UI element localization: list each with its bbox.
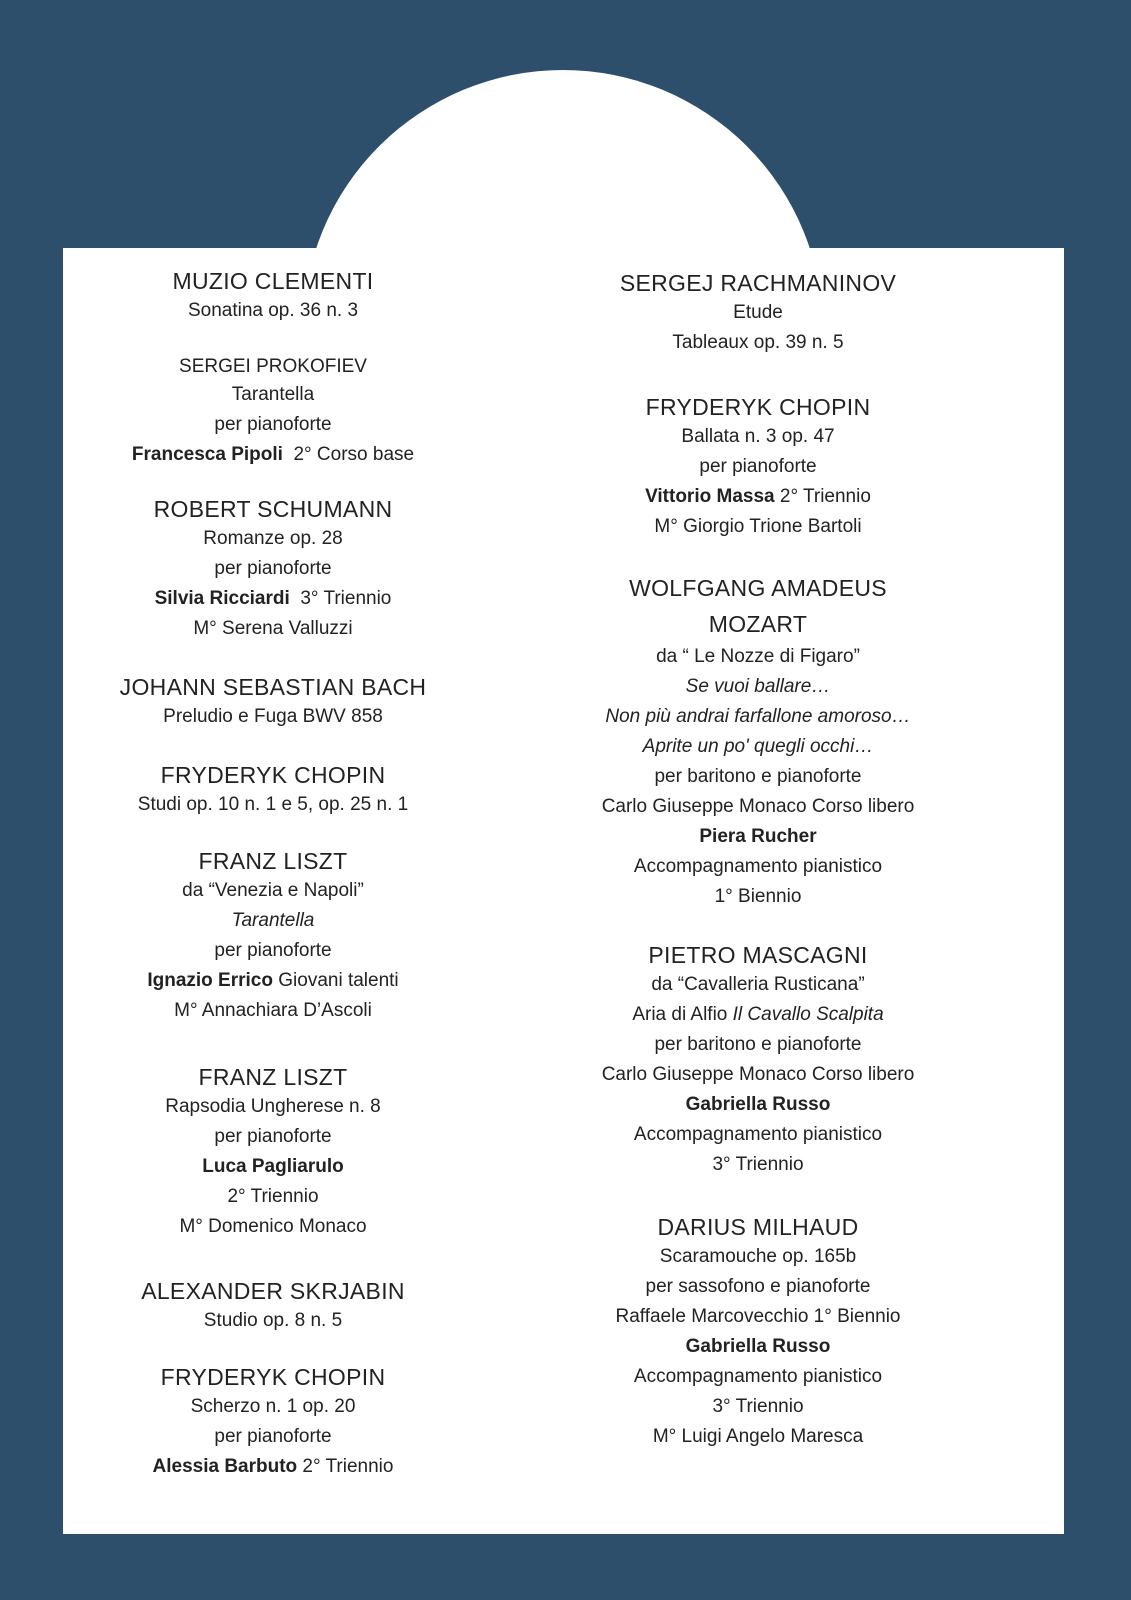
- composer: FRYDERYK CHOPIN: [160, 1364, 386, 1390]
- composer: FRYDERYK CHOPIN: [645, 394, 871, 420]
- piece: [463, 392, 1053, 542]
- instrumentation: per baritono e pianoforte: [654, 766, 862, 787]
- performer-line: [463, 482, 1053, 512]
- soloist: Raffaele Marcovecchio 1° Biennio: [615, 1306, 901, 1327]
- performer-level: 3° Triennio: [712, 1154, 804, 1175]
- aria-prefix: Aria di Alfio: [632, 1004, 733, 1025]
- composer: WOLFGANG AMADEUS: [629, 575, 887, 601]
- performer-role: Accompagnamento pianistico: [633, 856, 883, 877]
- piece: [463, 940, 1053, 1180]
- performer-name: Alessia Barbuto: [152, 1456, 298, 1477]
- performer-level: 2° Triennio: [774, 486, 871, 507]
- performer-level: 3° Triennio: [289, 588, 392, 609]
- composer: PIETRO MASCAGNI: [648, 942, 868, 968]
- aria-title: Aprite un po' quegli occhi…: [642, 736, 874, 757]
- performer-name: Gabriella Russo: [685, 1336, 831, 1357]
- program-card: [63, 248, 1064, 1534]
- piece-title: Sonatina op. 36 n. 3: [187, 300, 359, 321]
- singer: Carlo Giuseppe Monaco Corso libero: [601, 1064, 915, 1085]
- composer: JOHANN SEBASTIAN BACH: [119, 674, 427, 700]
- piece-title: Etude: [733, 302, 783, 323]
- performer-level: 1° Biennio: [714, 886, 802, 907]
- composer: FRYDERYK CHOPIN: [160, 762, 386, 788]
- teacher: M° Giorgio Trione Bartoli: [654, 516, 862, 537]
- instrumentation: per pianoforte: [214, 558, 332, 579]
- piece: [463, 570, 1053, 912]
- piece-source: da “ Le Nozze di Figaro”: [656, 646, 860, 667]
- aria-title: Se vuoi ballare…: [685, 676, 831, 697]
- instrumentation: per sassofono e pianoforte: [645, 1276, 871, 1297]
- piece-title: Studi op. 10 n. 1 e 5, op. 25 n. 1: [137, 794, 409, 815]
- performer-role: Accompagnamento pianistico: [633, 1366, 883, 1387]
- performer-line: [0, 1452, 553, 1482]
- composer: FRANZ LISZT: [198, 1064, 348, 1090]
- performer-role: Accompagnamento pianistico: [633, 1124, 883, 1145]
- teacher: M° Domenico Monaco: [179, 1216, 367, 1237]
- piece-title: Ballata n. 3 op. 47: [681, 426, 835, 447]
- piece: [463, 1212, 1053, 1452]
- composer-line-2: MOZART: [708, 611, 808, 637]
- performer-name: Luca Pagliarulo: [202, 1156, 344, 1177]
- composer: FRANZ LISZT: [198, 848, 348, 874]
- aria-line: [463, 1000, 1053, 1030]
- piece-title: Romanze op. 28: [203, 528, 343, 549]
- performer-name: Ignazio Errico: [147, 970, 273, 991]
- performer-level: 3° Triennio: [712, 1396, 804, 1417]
- performer-level: Giovani talenti: [272, 970, 399, 991]
- performer-name: Francesca Pipoli: [131, 444, 283, 465]
- performer-name: Silvia Ricciardi: [154, 588, 290, 609]
- instrumentation: per pianoforte: [214, 1426, 332, 1447]
- singer: Carlo Giuseppe Monaco Corso libero: [601, 796, 915, 817]
- piece-title: Tarantella: [231, 910, 315, 931]
- piece-title: Rapsodia Ungherese n. 8: [165, 1096, 381, 1117]
- teacher: M° Luigi Angelo Maresca: [652, 1426, 864, 1447]
- piece: [463, 268, 1053, 358]
- composer: MUZIO CLEMENTI: [172, 268, 374, 294]
- piece-title: Preludio e Fuga BWV 858: [163, 706, 383, 727]
- performer-level: 2° Triennio: [227, 1186, 319, 1207]
- teacher: M° Annachiara D’Ascoli: [174, 1000, 372, 1021]
- instrumentation: per pianoforte: [214, 1126, 332, 1147]
- composer: SERGEI PROKOFIEV: [179, 356, 367, 377]
- performer-name: Gabriella Russo: [685, 1094, 831, 1115]
- performer-level: 2° Triennio: [297, 1456, 394, 1477]
- piece-title: Scherzo n. 1 op. 20: [190, 1396, 356, 1417]
- aria-title: Non più andrai farfallone amoroso…: [605, 706, 911, 727]
- instrumentation: per baritono e pianoforte: [654, 1034, 862, 1055]
- composer: ALEXANDER SKRJABIN: [141, 1278, 405, 1304]
- piece-source: da “Cavalleria Rusticana”: [651, 974, 865, 995]
- instrumentation: per pianoforte: [214, 940, 332, 961]
- aria-title: Il Cavallo Scalpita: [732, 1004, 884, 1025]
- piece-title: Studio op. 8 n. 5: [203, 1310, 343, 1331]
- composer: DARIUS MILHAUD: [657, 1214, 859, 1240]
- instrumentation: per pianoforte: [214, 414, 332, 435]
- piece-source: da “Venezia e Napoli”: [182, 880, 364, 901]
- piece-title-2: Tableaux op. 39 n. 5: [672, 332, 844, 353]
- composer: SERGEJ RACHMANINOV: [619, 270, 897, 296]
- performer-name: Piera Rucher: [699, 826, 817, 847]
- piece-title: Tarantella: [231, 384, 315, 405]
- piece-title: Scaramouche op. 165b: [659, 1246, 857, 1267]
- instrumentation: per pianoforte: [699, 456, 817, 477]
- performer-name: Vittorio Massa: [645, 486, 775, 507]
- composer: ROBERT SCHUMANN: [153, 496, 393, 522]
- teacher: M° Serena Valluzzi: [193, 618, 353, 639]
- performer-level: 2° Corso base: [282, 444, 415, 465]
